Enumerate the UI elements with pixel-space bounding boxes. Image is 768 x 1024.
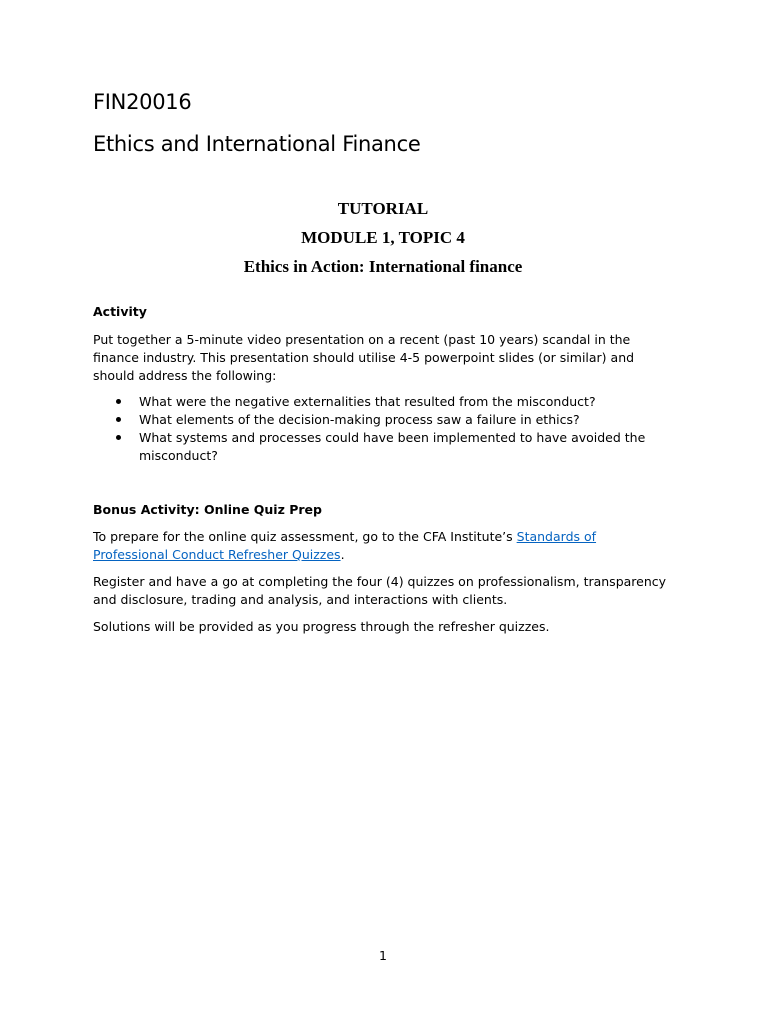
list-item-text: What were the negative externalities that resulted from the misconduct? <box>139 394 596 409</box>
unit-code: FIN20016 <box>93 90 192 114</box>
activity-heading: Activity <box>93 304 147 319</box>
tutorial-heading: TUTORIAL <box>337 199 429 218</box>
list-item <box>93 393 673 411</box>
list-item <box>93 429 673 465</box>
unit-title: Ethics and International Finance <box>93 132 421 156</box>
prepare-text: To prepare for the online quiz assessment, go to the CFA Institute’s <box>93 529 517 544</box>
bonus-activity-heading: Bonus Activity: Online Quiz Prep <box>93 502 322 517</box>
list-item-text: What elements of the decision-making process saw a failure in ethics? <box>139 412 580 427</box>
bullet-icon <box>116 417 121 422</box>
list-item-text: What systems and processes could have been implemented to have avoided the misconduct? <box>139 430 646 463</box>
cfa-refresher-quizzes-link[interactable]: Standards of Professional Conduct Refresher Quizzes <box>93 529 597 562</box>
bonus-solutions-paragraph: Solutions will be provided as you progress through the refresher quizzes. <box>93 619 550 634</box>
topic-heading: Ethics in Action: International finance <box>243 257 523 276</box>
page-number: 1 <box>379 948 387 963</box>
bullet-icon <box>116 399 121 404</box>
activity-intro: Put together a 5-minute video presentation on a recent (past 10 years) scandal in the finance industry. This presentation should utilise 4-5 powerpoint slides (or similar) and should address the following: <box>93 332 635 383</box>
prepare-text-end: . <box>340 547 345 562</box>
activity-question-list <box>93 393 673 465</box>
bonus-register-paragraph: Register and have a go at completing the four (4) quizzes on professionalism, transparency and disclosure, trading and analysis, and interactions with clients. <box>93 574 667 607</box>
document-page <box>93 0 673 1024</box>
bonus-prepare-paragraph <box>93 528 673 564</box>
list-item <box>93 411 673 429</box>
bullet-icon <box>116 435 121 440</box>
module-heading: MODULE 1, TOPIC 4 <box>301 228 465 247</box>
